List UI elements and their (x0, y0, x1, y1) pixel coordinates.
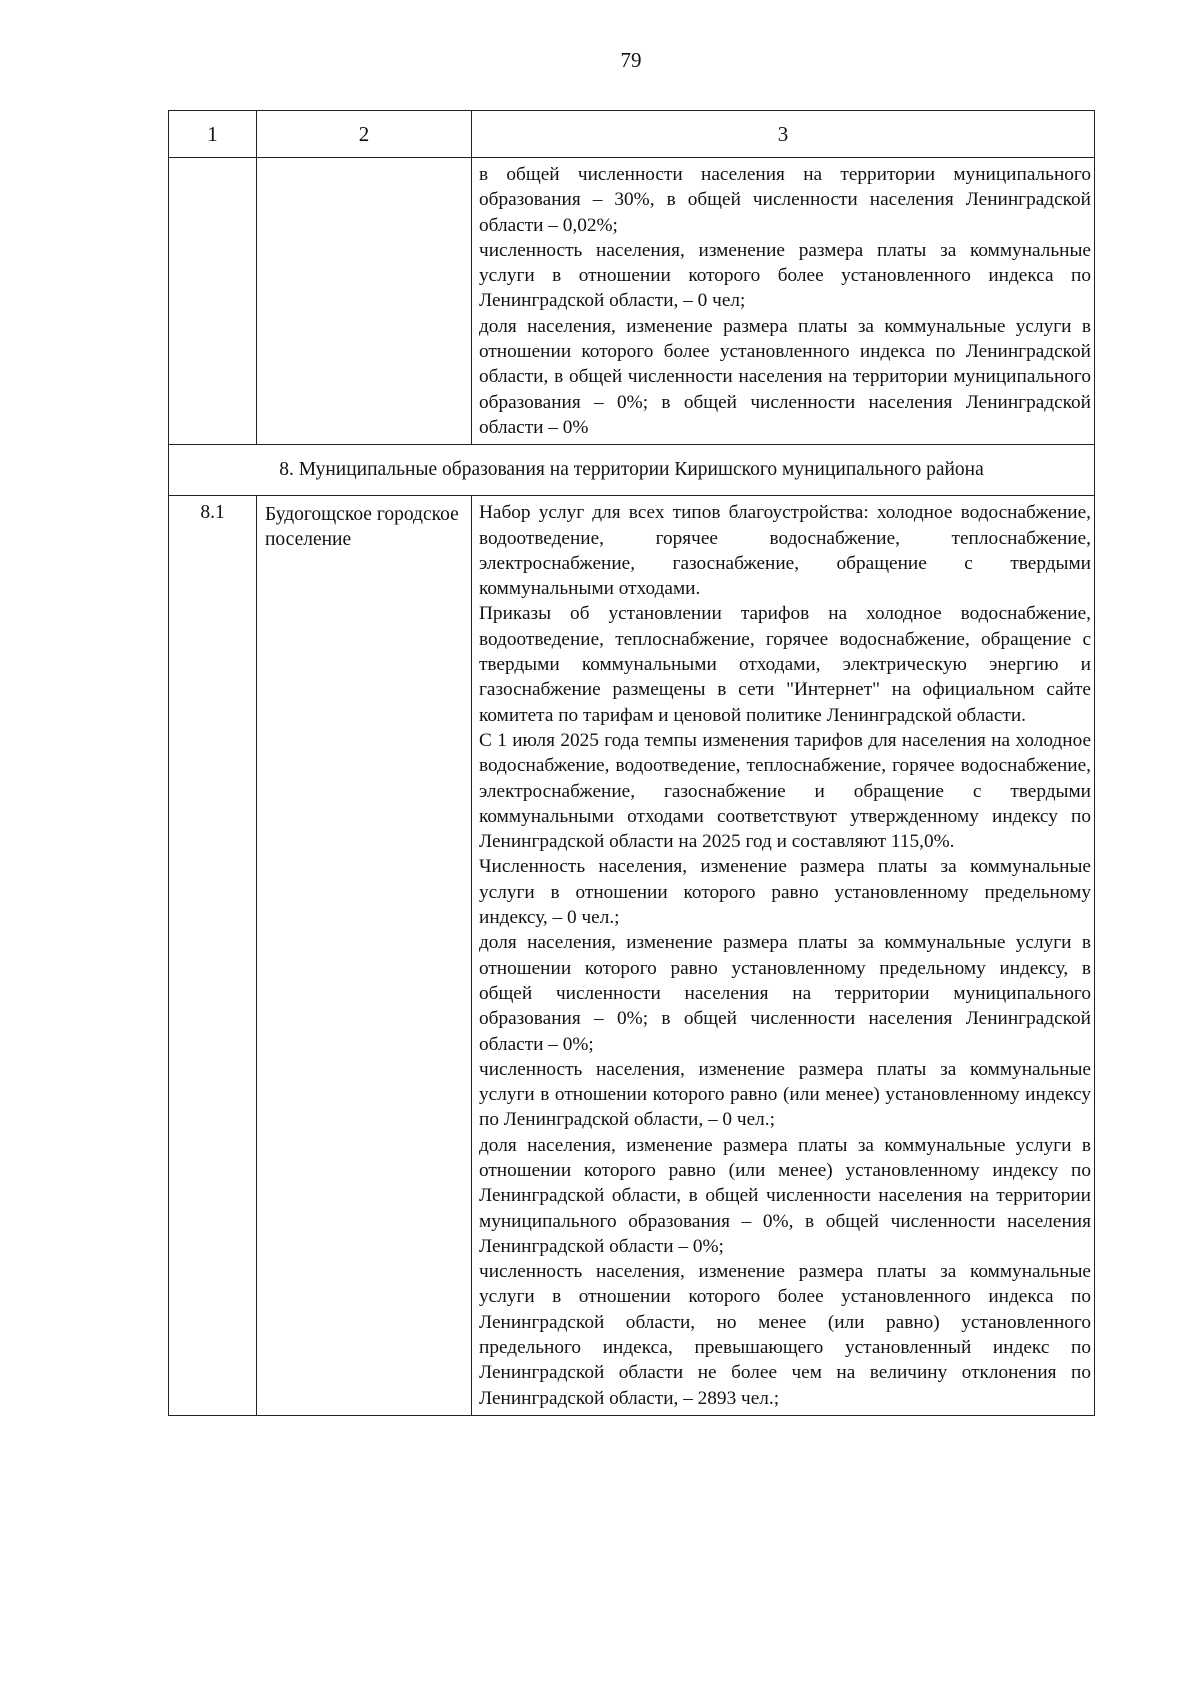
section-title: 8. Муниципальные образования на территории Киришского муниципального района (169, 445, 1095, 496)
row-paragraph: численность населения, изменение размера платы за коммунальные услуги в отношении которого равно (или менее) установленному индексу по Ленинградской области, – 0 чел.; (479, 1058, 1091, 1131)
row-paragraph: Численность населения, изменение размера платы за коммунальные услуги в отношении которого равно установленному предельному индексу, – 0 чел.; (479, 856, 1091, 929)
row-paragraph: численность населения, изменение размера платы за коммунальные услуги в отношении которого более установленного индекса по Ленинградской области, но менее (или равно) установленного предельного индекса, превышающего установленный индекс по Ленинградской области не более чем на величину отклонения по Ленинградской области, – 2893 чел.; (479, 1261, 1091, 1409)
row-text-cell (472, 496, 1095, 1416)
section-row (169, 445, 1095, 496)
continuation-number-cell (169, 158, 257, 445)
row-paragraph: Приказы об установлении тарифов на холодное водоснабжение, водоотведение, теплоснабжение, горячее водоснабжение, обращение с твердыми коммунальными отходами, электрическую энергию и газоснабжение размещены в сети "Интернет" на официальном сайте комитета по тарифам и ценовой политике Ленинградской области. (479, 603, 1091, 726)
tariff-table (168, 110, 1095, 1416)
continuation-paragraph: доля населения, изменение размера платы за коммунальные услуги в отношении которого более установленного индекса по Ленинградской области, в общей численности населения на территории муниципального образования – 0%; в общей численности населения Ленинградской области – 0% (479, 315, 1091, 438)
continuation-name-cell (257, 158, 472, 445)
row-paragraph: доля населения, изменение размера платы за коммунальные услуги в отношении которого равно (или менее) установленному индексу по Ленинградской области, в общей численности населения на территории муниципального образования – 0%, в общей численности населения Ленинградской области – 0%; (479, 1134, 1091, 1257)
header-col-3: 3 (472, 111, 1095, 158)
continuation-row (169, 158, 1095, 445)
table-row (169, 496, 1095, 1416)
continuation-text-cell (472, 158, 1095, 445)
row-number: 8.1 (169, 496, 257, 1416)
municipality-name: Будогощское городское поселение (257, 496, 472, 1416)
continuation-paragraph: численность населения, изменение размера платы за коммунальные услуги в отношении которого более установленного индекса по Ленинградской области, – 0 чел; (479, 239, 1091, 312)
row-paragraph: Набор услуг для всех типов благоустройства: холодное водоснабжение, водоотведение, горячее водоснабжение, теплоснабжение, электроснабжение, газоснабжение, обращение с твердыми коммунальными отходами. (479, 502, 1091, 600)
header-col-1: 1 (169, 111, 257, 158)
page-number: 79 (620, 48, 642, 72)
row-paragraph: доля населения, изменение размера платы за коммунальные услуги в отношении которого равно установленному предельному индексу, в общей численности населения на территории муниципального образования – 0%; в общей численности населения Ленинградской области – 0%; (479, 932, 1091, 1055)
header-col-2: 2 (257, 111, 472, 158)
continuation-paragraph: в общей численности населения на территории муниципального образования – 30%, в общей численности населения Ленинградской области – 0,02%; (479, 164, 1091, 236)
table-header-row (169, 111, 1095, 158)
row-paragraph: С 1 июля 2025 года темпы изменения тарифов для населения на холодное водоснабжение, водоотведение, теплоснабжение, горячее водоснабжение, электроснабжение, газоснабжение и обращение с твердыми коммунальными отходами соответствуют утвержденному индексу по Ленинградской области на 2025 год и составляют 115,0%. (479, 729, 1091, 853)
